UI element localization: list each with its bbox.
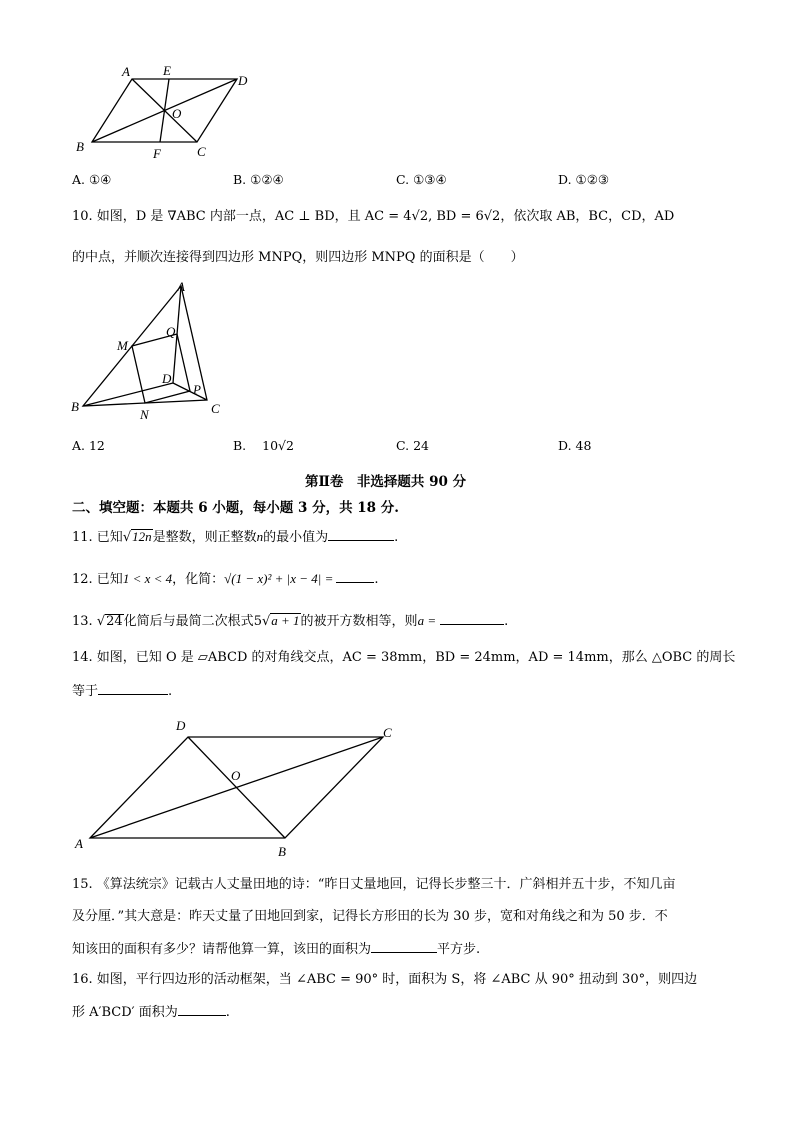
q11-text-b: 是整数，则正整数 — [152, 530, 257, 545]
q10-option-b-label: B. — [233, 438, 247, 453]
q11 — [72, 528, 398, 547]
fill-section-title: 二、填空题：本题共 6 小题，每小题 3 分，共 18 分. — [72, 500, 399, 516]
q14-line1: 14. 如图，已知 O 是 ▱ABCD 的对角线交点，AC = 38mm，BD = 24mm，AD = 14mm，那么 △OBC 的周长 — [72, 650, 736, 665]
q11-answer-blank[interactable] — [328, 528, 394, 541]
q9-option-a[interactable]: A. ①④ — [72, 172, 112, 187]
q14-answer-blank[interactable] — [98, 682, 168, 695]
q11-var: n — [256, 529, 264, 544]
q10-line1 — [72, 208, 674, 226]
q13-var: a = — [417, 613, 437, 628]
q10-option-a[interactable]: A. 12 — [72, 438, 105, 453]
q10-label-q: Q — [166, 324, 176, 339]
q10-option-c[interactable]: C. 24 — [396, 438, 429, 453]
q14-figure — [70, 712, 410, 862]
q13-answer-blank[interactable] — [440, 612, 504, 625]
q14-line2-text: 等于 — [72, 684, 99, 699]
q10-figure — [65, 278, 235, 423]
q10-option-d[interactable]: D. 48 — [558, 438, 592, 453]
q12-expr: √(1 − x)² + |x − 4| = — [224, 571, 334, 586]
q12-cond: 1 < x < 4 — [122, 571, 173, 586]
q11-radicand: 12n — [132, 529, 152, 544]
q9-option-d[interactable]: D. ①②③ — [558, 172, 610, 187]
q9-label-c: C — [197, 144, 206, 159]
q10-option-b-value: 10√2 — [262, 438, 294, 453]
q9-label-e: E — [163, 63, 171, 78]
q11-radical: √12n — [122, 529, 152, 545]
q14-label-a: A — [75, 836, 83, 851]
q13-text-a: 13. — [72, 614, 93, 629]
part2-title: 第Ⅱ卷 非选择题共 90 分 — [305, 474, 467, 490]
q14-label-c: C — [383, 725, 392, 740]
q15-line3-end: 平方步. — [437, 942, 481, 957]
q15-answer-blank[interactable] — [371, 940, 437, 953]
q11-text-c: 的最小值为 — [263, 530, 329, 545]
q10-prefix: 10. 如图， — [72, 209, 136, 224]
q13-radical-1: √24 — [96, 614, 123, 629]
q15-line1: 15. 《算法统宗》记载古人丈量田地的诗：“昨日丈量地回，记得长步整三十．广斜相并五十步，不知几亩 — [72, 877, 676, 892]
q9-figure — [70, 60, 270, 165]
q10-label-p: P — [193, 382, 201, 397]
q13-end: . — [504, 614, 509, 629]
q12-answer-blank[interactable] — [336, 570, 374, 583]
q10-line1-text: D 是 ∇ABC 内部一点，AC ⊥ BD，且 AC = 4√2, BD = 6√2，依次取 AB，BC，CD，AD — [135, 209, 675, 224]
q12-text-a: 12. 已知 — [72, 572, 123, 587]
q14-line2 — [72, 682, 172, 701]
q13-coef: 5 — [253, 614, 262, 629]
q9-label-f: F — [153, 146, 161, 161]
q13-text-c: 的被开方数相等，则 — [300, 614, 418, 629]
q12-end: . — [374, 572, 379, 587]
q14-label-o: O — [231, 768, 241, 783]
q10-label-c: C — [211, 401, 220, 416]
q12-text-b: ，化简： — [172, 572, 225, 587]
q13 — [72, 612, 508, 631]
q14-label-d: D — [176, 718, 186, 733]
q10-label-a: A — [177, 279, 185, 294]
q13-radical-2: √a + 1 — [261, 613, 300, 629]
q14-end: . — [168, 684, 173, 699]
q9-label-b: B — [76, 139, 84, 154]
q16-line2-text: 形 A′BCD′ 面积为 — [72, 1005, 178, 1020]
q13-text-b: 化简后与最简二次根式 — [123, 614, 254, 629]
q10-label-d: D — [162, 371, 172, 386]
q9-label-d: D — [238, 73, 248, 88]
q10-line2: 的中点，并顺次连接得到四边形 MNPQ，则四边形 MNPQ 的面积是（ ） — [72, 250, 524, 265]
q16-end: . — [225, 1005, 230, 1020]
q11-text-a: 11. 已知 — [72, 530, 123, 545]
q9-label-a: A — [122, 64, 130, 79]
q16-answer-blank[interactable] — [178, 1003, 226, 1016]
q15-line3-text: 知该田的面积有多少？请帮他算一算，该田的面积为 — [72, 942, 372, 957]
q15-line3 — [72, 940, 480, 959]
q10-option-b[interactable] — [233, 437, 294, 455]
q16-line1: 16. 如图，平行四边形的活动框架，当 ∠ABC = 90° 时，面积为 S，将 ∠ABC 从 90° 扭动到 30°，则四边 — [72, 972, 698, 987]
q10-label-m: M — [117, 338, 128, 353]
q12 — [72, 570, 379, 589]
q15-line2: 及分厘．”其大意是：昨天丈量了田地回到家，记得长方形田的长为 30 步，宽和对角线之和为 50 步．不 — [72, 909, 668, 924]
q9-option-b[interactable]: B. ①②④ — [233, 172, 284, 187]
q13-radicand-1: 24 — [106, 614, 123, 629]
q9-option-c[interactable]: C. ①③④ — [396, 172, 447, 187]
q10-label-n: N — [140, 407, 149, 422]
q10-label-b: B — [71, 399, 79, 414]
q11-end: . — [394, 530, 399, 545]
q13-radicand-2: a + 1 — [271, 613, 300, 628]
q14-label-b: B — [278, 844, 286, 859]
q9-label-o: O — [172, 106, 182, 121]
q16-line2 — [72, 1003, 230, 1022]
